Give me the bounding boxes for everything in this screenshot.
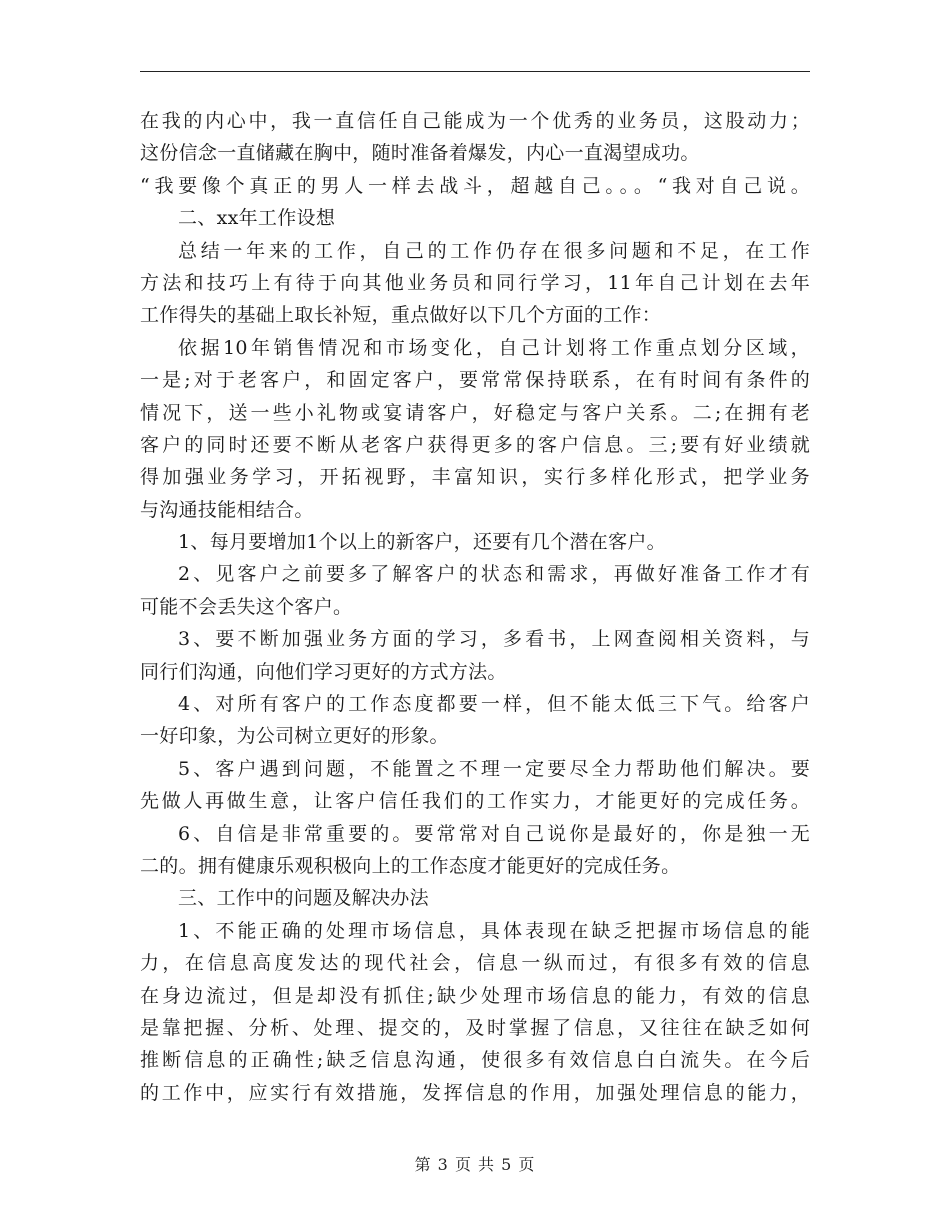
page-number-footer: 第 3 页 共 5 页 <box>414 1155 536 1174</box>
paragraph-line: 这份信念一直储藏在胸中，随时准备着爆发，内心一直渴望成功。 <box>140 142 700 165</box>
section-heading: 二、xx年工作设想 <box>178 207 336 230</box>
list-item: 2、见客户之前要多了解客户的状态和需求，再做好准备工作才有 <box>178 563 810 586</box>
paragraph-line: 二的。拥有健康乐观积极向上的工作态度才能更好的完成任务。 <box>140 854 681 877</box>
paragraph-line: 与沟通技能相结合。 <box>140 498 314 521</box>
paragraph-line: 在我的内心中，我一直信任自己能成为一个优秀的业务员，这股动力； <box>140 110 810 132</box>
paragraph-line: 的工作中，应实行有效措施，发挥信息的作用，加强处理信息的能力， <box>140 1081 810 1104</box>
paragraph-line: 情况下，送一些小礼物或宴请客户，好稳定与客户关系。二;在拥有老 <box>140 401 810 424</box>
section-heading: 三、工作中的问题及解决办法 <box>178 887 429 910</box>
list-item: 1、不能正确的处理市场信息，具体表现在缺乏把握市场信息的能 <box>178 919 810 942</box>
paragraph-line: 可能不会丢失这个客户。 <box>140 595 353 618</box>
header-rule <box>140 71 810 72</box>
list-item: 4、对所有客户的工作态度都要一样，但不能太低三下气。给客户 <box>178 693 810 716</box>
list-item: 6、自信是非常重要的。要常常对自己说你是最好的，你是独一无 <box>178 822 810 845</box>
paragraph-line: 在身边流过，但是却没有抓住;缺少处理市场信息的能力，有效的信息 <box>140 984 810 1007</box>
paragraph-line: 一是;对于老客户，和固定客户，要常常保持联系，在有时间有条件的 <box>140 369 810 392</box>
paragraph-line: 同行们沟通，向他们学习更好的方式方法。 <box>140 660 507 683</box>
paragraph-line: 一好印象，为公司树立更好的形象。 <box>140 725 449 748</box>
paragraph-line: 先做人再做生意，让客户信任我们的工作实力，才能更好的完成任务。 <box>140 790 810 813</box>
paragraph-line: “我要像个真正的男人一样去战斗，超越自己。。。“我对自己说。 <box>140 174 810 197</box>
paragraph-line: 总结一年来的工作，自己的工作仍存在很多问题和不足，在工作 <box>178 239 810 262</box>
paragraph-line: 依据10年销售情况和市场变化，自己计划将工作重点划分区域， <box>178 336 810 359</box>
list-item: 1、每月要增加1个以上的新客户，还要有几个潜在客户。 <box>178 531 666 554</box>
paragraph-line: 得加强业务学习，开拓视野，丰富知识，实行多样化形式，把学业务 <box>140 466 810 489</box>
list-item: 5、客户遇到问题，不能置之不理一定要尽全力帮助他们解决。要 <box>178 757 810 780</box>
document-body <box>140 105 810 1109</box>
paragraph-line: 力，在信息高度发达的现代社会，信息一纵而过，有很多有效的信息 <box>140 952 810 975</box>
paragraph-line: 推断信息的正确性;缺乏信息沟通，使很多有效信息白白流失。在今后 <box>140 1049 810 1072</box>
paragraph-line: 是靠把握、分析、处理、提交的，及时掌握了信息，又往往在缺乏如何 <box>140 1016 810 1039</box>
paragraph-line: 工作得失的基础上取长补短，重点做好以下几个方面的工作： <box>140 304 662 327</box>
list-item: 3、要不断加强业务方面的学习，多看书，上网查阅相关资料，与 <box>178 628 810 651</box>
paragraph-line: 方法和技巧上有待于向其他业务员和同行学习，11年自己计划在去年 <box>140 271 810 294</box>
paragraph-line: 客户的同时还要不断从老客户获得更多的客户信息。三;要有好业绩就 <box>140 433 810 456</box>
